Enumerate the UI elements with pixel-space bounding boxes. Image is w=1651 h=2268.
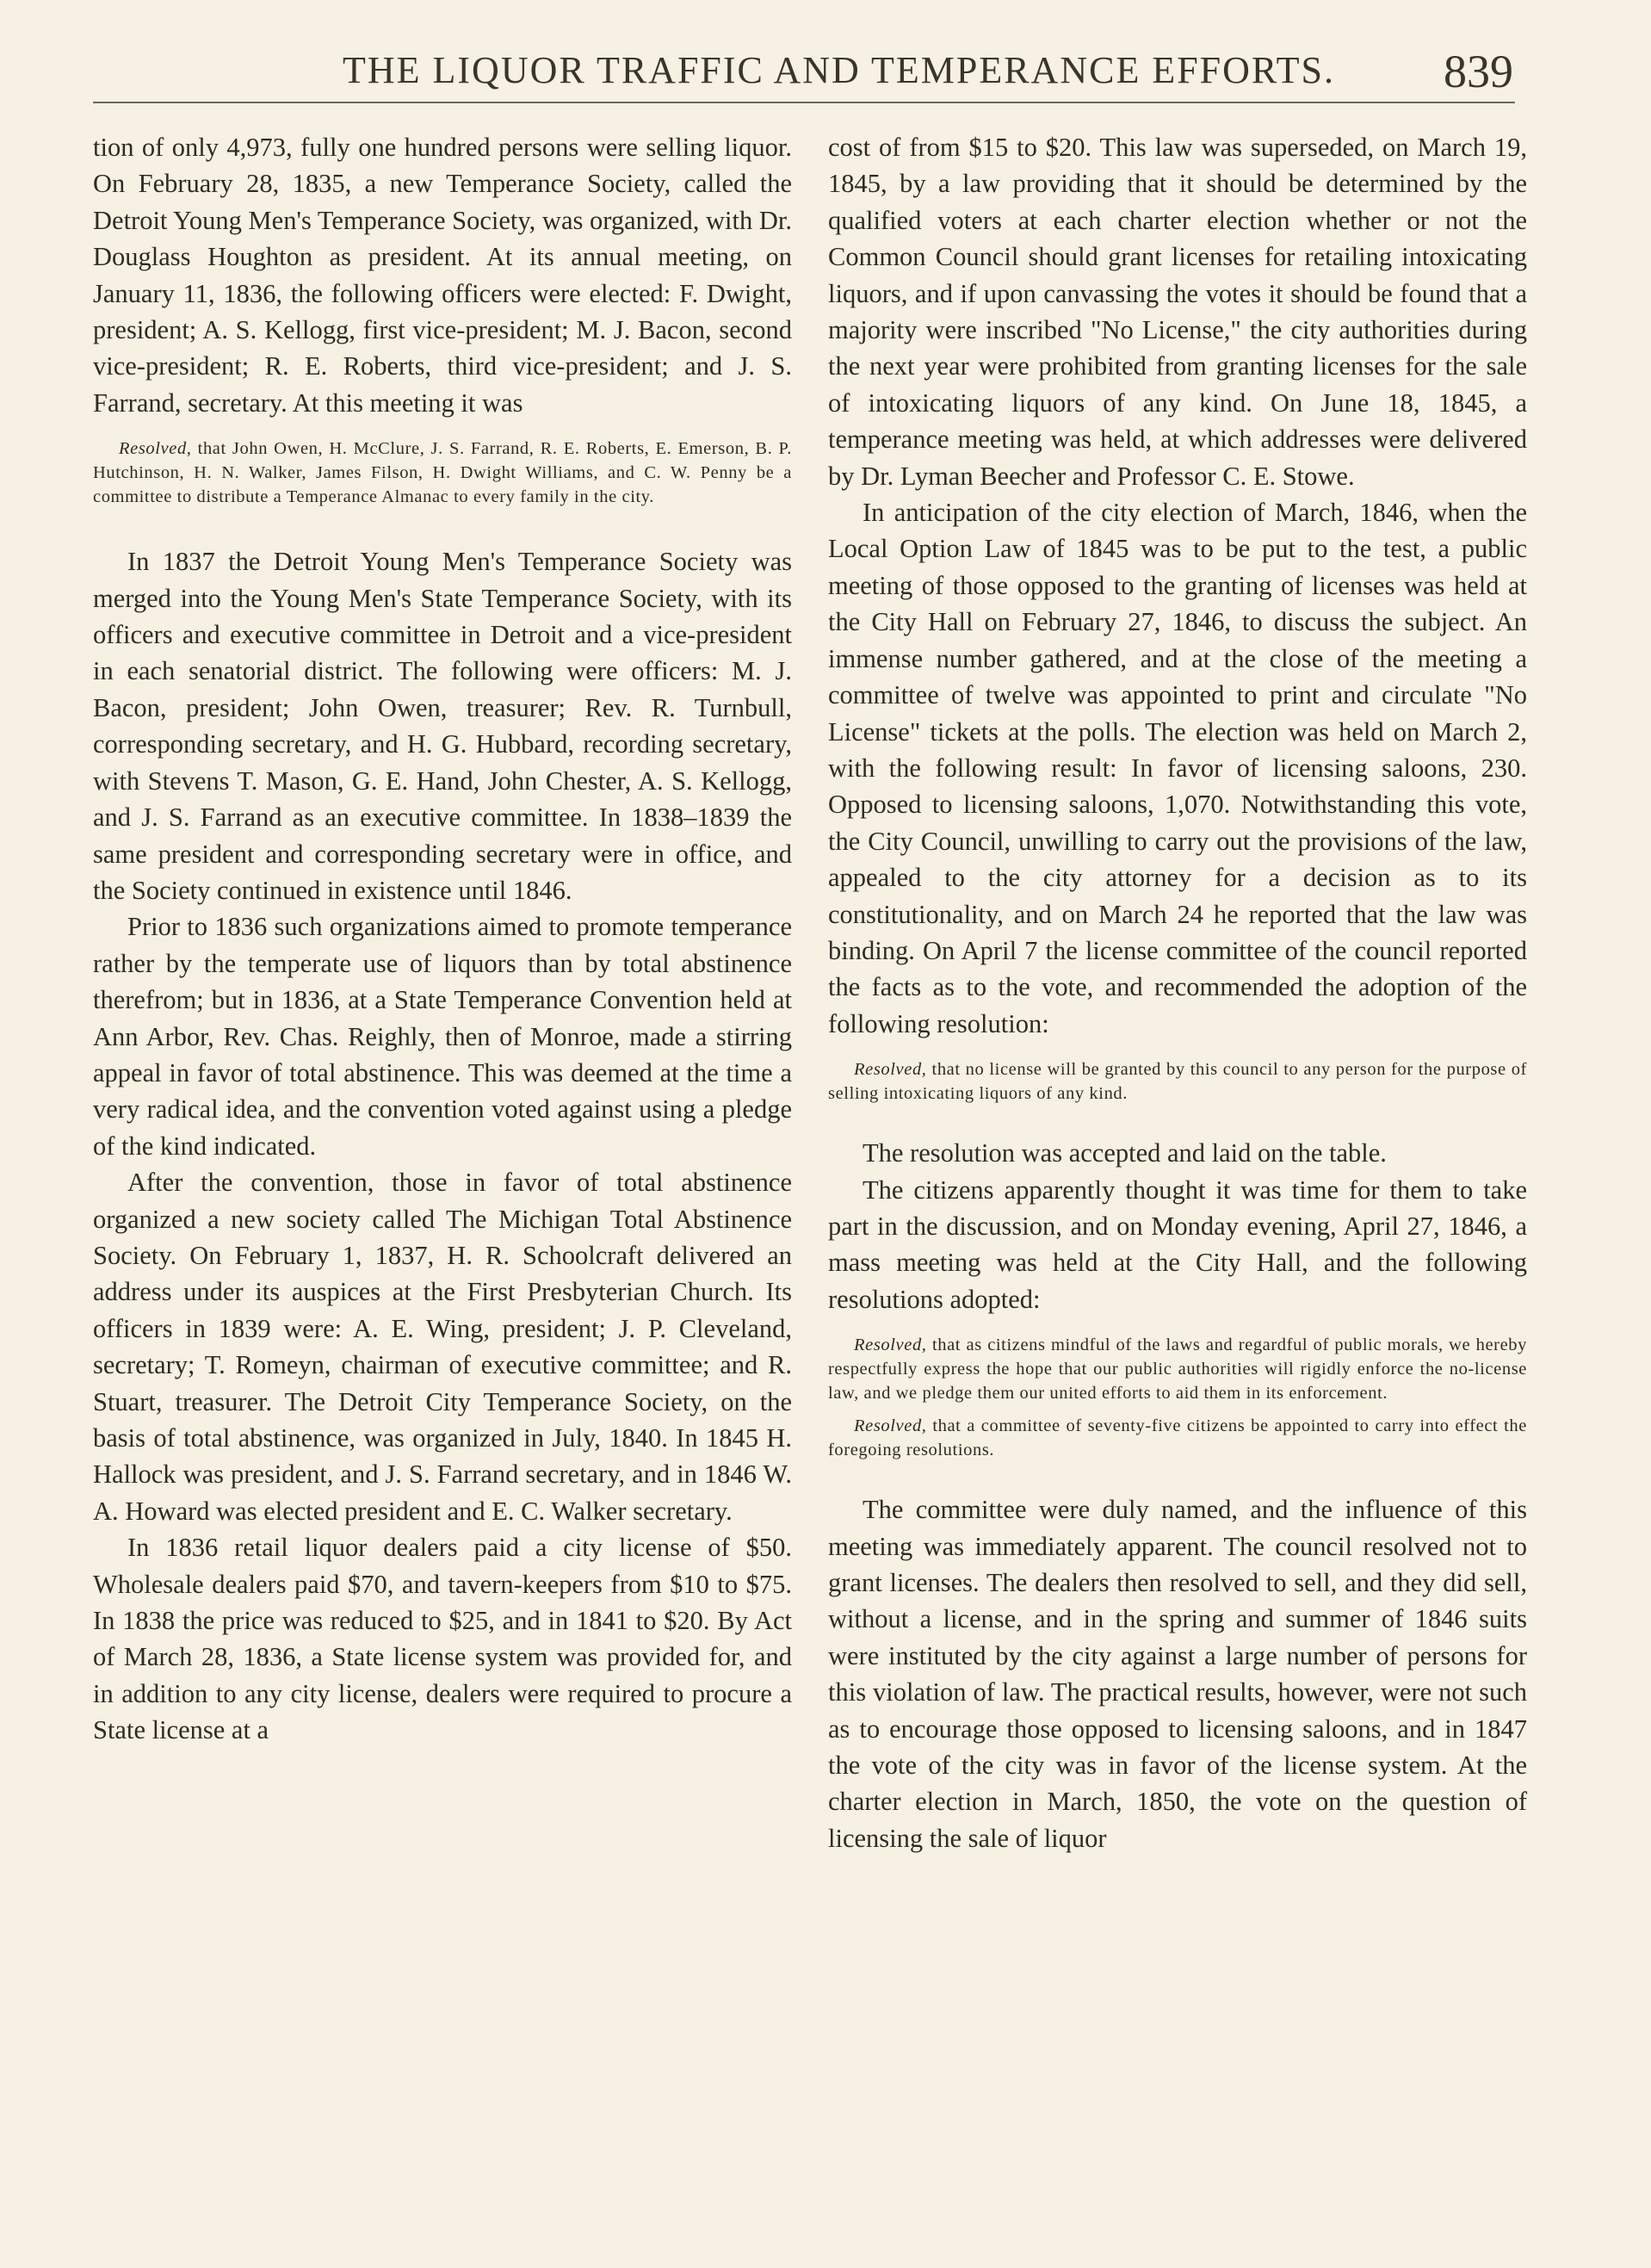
running-title: THE LIQUOR TRAFFIC AND TEMPERANCE EFFORTS.: [343, 49, 1335, 91]
paragraph: The citizens apparently thought it was time for them to take part in the discussion, and on Monday evening, April 27, 1846, a mass meeting was held at the City Hall, and the following resolutions adopted:: [828, 1174, 1527, 1314]
paragraph: Prior to 1836 such organizations aimed to promote temperance rather by the temperate use of liquors than by total abstinence therefrom; but in 1836, at a State Temperance Convention held at Ann Arbor, Rev. Chas. Reighly, then of Monroe, made a stirring appeal in favor of total abstinence. This was deemed at the time a very radical idea, and the convention voted against using a pledge of the kind indicated.: [93, 912, 792, 1161]
spacer: [828, 1462, 1527, 1491]
paragraph: The resolution was accepted and laid on the table.: [863, 1138, 1387, 1168]
resolution-text: that a committee of seventy-five citizens be appointed to carry into effect the foregoing resolutions.: [828, 1416, 1527, 1460]
paragraph: In anticipation of the city election of March, 1846, when the Local Option Law of 1845 was to be put to the test, a public meeting of those opposed to the granting of licenses was held at the City Hall on February 27, 1846, to discuss the subject. An immense number gathered, and at the close of the meeting a committee of twelve was appointed to print and circulate "No License" tickets at the polls. The election was held on March 2, with the following result: In favor of licensing saloons, 230. Opposed to licensing saloons, 1,070. Notwithstanding this vote, the City Council, unwilling to carry out the provisions of the law, appealed to the city attorney for a decision as to its constitutionality, and on March 24 he reported that the law was binding. On April 7 the license committee of the council reported the facts as to the vote, and recommended the adoption of the following resolution:: [828, 498, 1527, 1038]
resolved-word: Resolved,: [119, 439, 192, 459]
resolved-word: Resolved,: [854, 1060, 927, 1080]
paragraph: In 1837 the Detroit Young Men's Temperance Society was merged into the Young Men's State Temperance Society, with its officers and executive committee in Detroit and a vice-president in each senatorial district. The following were officers: M. J. Bacon, president; John Owen, treasurer; Rev. R. Turnbull, corresponding secretary, and H. G. Hubbard, recording secretary, with Stevens T. Mason, G. E. Hand, John Chester, A. S. Kellogg, and J. S. Farrand as an executive committee. In 1838–1839 the same president and corresponding secretary were in office, and the Society continued in existence until 1846.: [93, 547, 792, 905]
spacer: [828, 1106, 1527, 1135]
resolution-no-license: [828, 1057, 1527, 1106]
paragraph: After the convention, those in favor of total abstinence organized a new society called The Michigan Total Abstinence Society. On February 1, 1837, H. R. Schoolcraft delivered an address under its auspices at the First Presbyterian Church. Its officers in 1839 were: A. E. Wing, president; J. P. Cleveland, secretary; T. Romeyn, chairman of executive committee; and R. Stuart, treasurer. The Detroit City Temperance Society, on the basis of total abstinence, was organized in July, 1840. In 1845 H. Hallock was president, and J. S. Farrand secretary, and in 1846 W. A. Howard was elected president and E. C. Walker secretary.: [93, 1168, 792, 1526]
resolution-text: that no license will be granted by this council to any person for the purpose of selling intoxicating liquors of any kind.: [828, 1060, 1527, 1104]
page-header: [93, 48, 1513, 100]
paragraph: The committee were duly named, and the influence of this meeting was immediately apparent. The council resolved not to grant licenses. The dealers then resolved to sell, and they did sell, without a license, and in the spring and summer of 1846 suits were instituted by the city against a large number of persons for this violation of law. The practical results, however, were not such as to encourage those opposed to licensing saloons, and in 1847 the vote of the city was in favor of the license system. At the charter election in March, 1850, the vote on the question of licensing the sale of liquor: [828, 1495, 1527, 1853]
left-column: [93, 129, 792, 1749]
resolved-word: Resolved,: [854, 1416, 927, 1436]
resolution-almanac: [93, 437, 792, 509]
resolution-text: that John Owen, H. McClure, J. S. Farrand, R. E. Roberts, E. Emerson, B. P. Hutchinson, H. N. Walker, James Filson, H. Dwight Williams, and C. W. Penny be a committee to distribute a Temperance Almanac to every family in the city.: [93, 439, 792, 507]
resolution-text: that as citizens mindful of the laws and regardful of public morals, we hereby respectfully express the hope that our public authorities will rigidly enforce the no-license law, and we pledge them our united efforts to aid them in its enforcement.: [828, 1335, 1527, 1404]
spacer: [93, 509, 792, 543]
paragraph: In 1836 retail liquor dealers paid a city license of $50. Wholesale dealers paid $70, and tavern-keepers from $10 to $75. In 1838 the price was reduced to $25, and in 1841 to $20. By Act of March 28, 1836, a State license system was provided for, and in addition to any city license, dealers were required to procure a State license at a: [93, 1533, 792, 1745]
header-rule: [93, 102, 1515, 103]
paragraph-continued: tion of only 4,973, fully one hundred persons were selling liquor. On February 28, 1835, a new Temperance Society, called the Detroit Young Men's Temperance Society, was organized, with Dr. Douglass Houghton as president. At its annual meeting, on January 11, 1836, the following officers were elected: F. Dwight, president; A. S. Kellogg, first vice-president; M. J. Bacon, second vice-president; R. E. Roberts, third vice-president; and J. S. Farrand, secretary. At this meeting it was: [93, 133, 792, 418]
resolved-word: Resolved,: [854, 1335, 927, 1355]
paragraph-continued: cost of from $15 to $20. This law was superseded, on March 19, 1845, by a law providing that it should be determined by the qualified voters at each charter election whether or not the Common Council should grant licenses for retailing intoxicating liquors, and if upon canvassing the votes it should be found that a majority were inscribed "No License," the city authorities during the next year were prohibited from granting licenses for the sale of intoxicating liquors of any kind. On June 18, 1845, a temperance meeting was held, at which addresses were delivered by Dr. Lyman Beecher and Professor C. E. Stowe.: [828, 133, 1527, 491]
right-column: [828, 129, 1527, 1856]
resolution-enforce: [828, 1333, 1527, 1405]
resolution-committee: [828, 1414, 1527, 1462]
page-number: 839: [1444, 46, 1513, 97]
